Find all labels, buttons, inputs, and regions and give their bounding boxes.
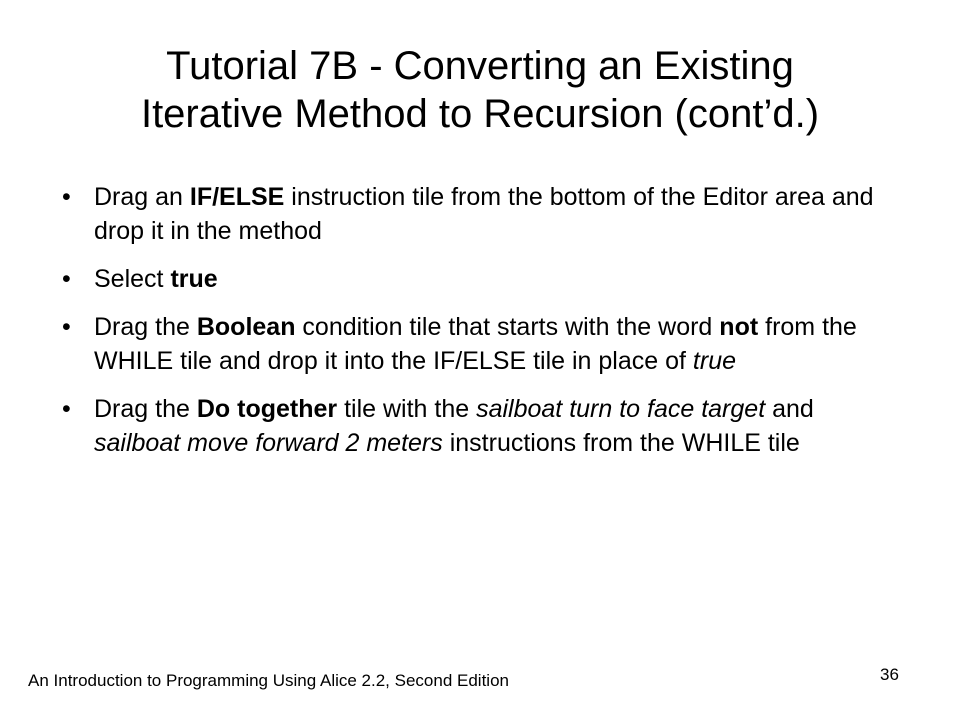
bullet-text-segment: tile with the <box>337 395 477 423</box>
page-number: 36 <box>880 665 899 684</box>
bullet-text-italic-segment: sailboat move forward 2 meters <box>94 429 443 457</box>
bullet-list <box>62 180 892 474</box>
bullet-marker: • <box>62 313 71 341</box>
slide-title-line-1: Tutorial 7B - Converting an Existing <box>166 44 794 88</box>
slide-title-line-2: Iterative Method to Recursion (cont’d.) <box>140 92 820 136</box>
bullet-text-bold-segment: Boolean <box>196 313 296 341</box>
bullet-item-if-else <box>62 180 892 248</box>
bullet-text-segment: from the WHILE tile and drop it into the IF/ELSE tile in place of <box>94 313 857 375</box>
bullet-item-select-true <box>62 262 892 296</box>
bullet-text-segment: Drag the <box>94 313 197 341</box>
bullet-marker: • <box>62 395 71 423</box>
bullet-text-segment: condition tile that starts with the word <box>295 313 720 341</box>
bullet-text-segment: Drag the <box>94 395 197 423</box>
bullet-text-italic-segment: sailboat turn to face target <box>476 395 766 423</box>
bullet-text-bold-segment: not <box>719 313 759 341</box>
bullet-text-italic-segment: true <box>692 347 737 375</box>
bullet-text-bold-segment: IF/ELSE <box>189 183 285 211</box>
bullet-text-bold-segment: true <box>170 265 218 293</box>
bullet-item-boolean-condition <box>62 310 892 378</box>
bullet-text-bold-segment: Do together <box>196 395 338 423</box>
bullet-item-do-together <box>62 392 892 460</box>
bullet-text-segment: instruction tile from the bottom of the Editor area and drop it in the method <box>94 183 874 245</box>
bullet-text-segment: and <box>765 395 814 423</box>
bullet-marker: • <box>62 265 71 293</box>
bullet-marker: • <box>62 183 71 211</box>
bullet-text-segment: instructions from the WHILE tile <box>442 429 800 457</box>
bullet-text-segment: Select <box>94 265 171 293</box>
footer-book-title: An Introduction to Programming Using Alice 2.2, Second Edition <box>28 671 509 690</box>
slide-title <box>40 42 920 138</box>
bullet-text-segment: Drag an <box>94 183 190 211</box>
